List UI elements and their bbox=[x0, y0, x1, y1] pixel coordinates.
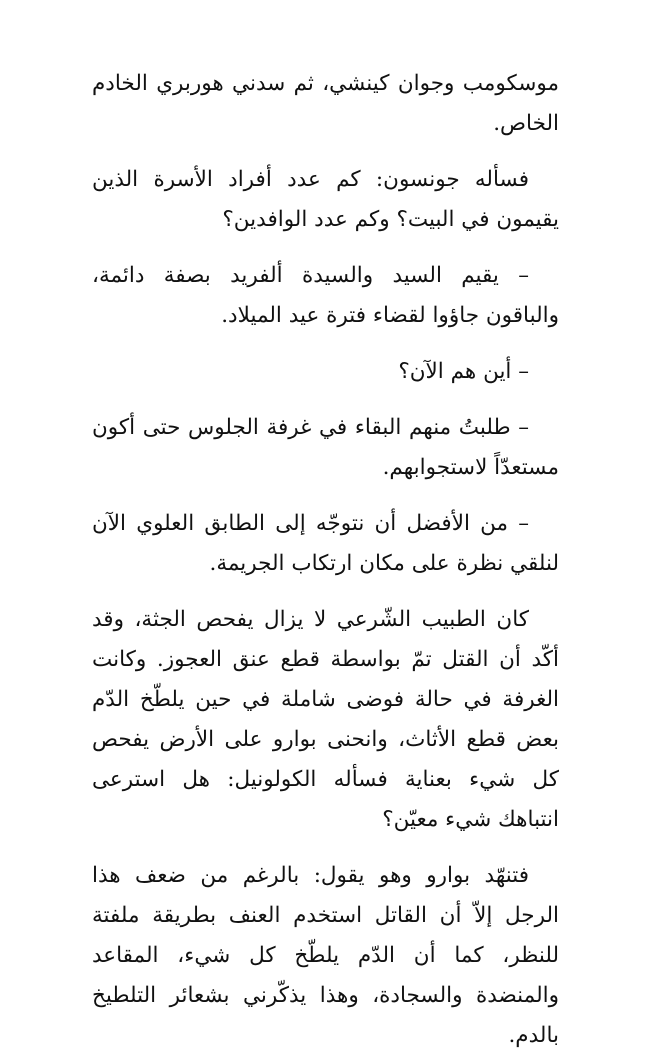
paragraph-6: – من الأفضل أن نتوجّه إلى الطابق العلوي الآن لنلقي نظرة على مكان ارتكاب الجريمة. bbox=[92, 511, 559, 576]
paragraph-8: فتنهّد بوارو وهو يقول: بالرغم من ضعف هذا الرجل إلاّ أن القاتل استخدم العنف بطريقة ملفتة للنظر، كما أن الدّم يلطّخ كل شيء، المقاعد والمنضدة والسجادة، وهذا يذكّرني بشعائر التلطيخ بالدم. bbox=[92, 863, 559, 1048]
paragraph-7: كان الطبيب الشّرعي لا يزال يفحص الجثة، وقد أكّد أن القتل تمّ بواسطة قطع عنق العجوز. وكانت الغرفة في حالة فوضى شاملة في حين يلطّخ الدّم بعض قطع الأثاث، وانحنى بوارو على الأرض يفحص كل شيء بعناية فسأله الكولونيل: هل استرعى انتباهك شيء معيّن؟ bbox=[92, 607, 559, 832]
paragraph-3: – يقيم السيد والسيدة ألفريد بصفة دائمة، والباقون جاؤوا لقضاء فترة عيد الميلاد. bbox=[92, 263, 559, 328]
paragraph-2: فسأله جونسون: كم عدد أفراد الأسرة الذين يقيمون في البيت؟ وكم عدد الوافدين؟ bbox=[92, 167, 559, 232]
paragraph-1: موسكومب وجوان كينشي، ثم سدني هوربري الخادم الخاص. bbox=[92, 71, 559, 136]
paragraph-5: – طلبتُ منهم البقاء في غرفة الجلوس حتى أكون مستعدّاً لاستجوابهم. bbox=[92, 415, 559, 480]
paragraph-4: – أين هم الآن؟ bbox=[398, 359, 529, 384]
